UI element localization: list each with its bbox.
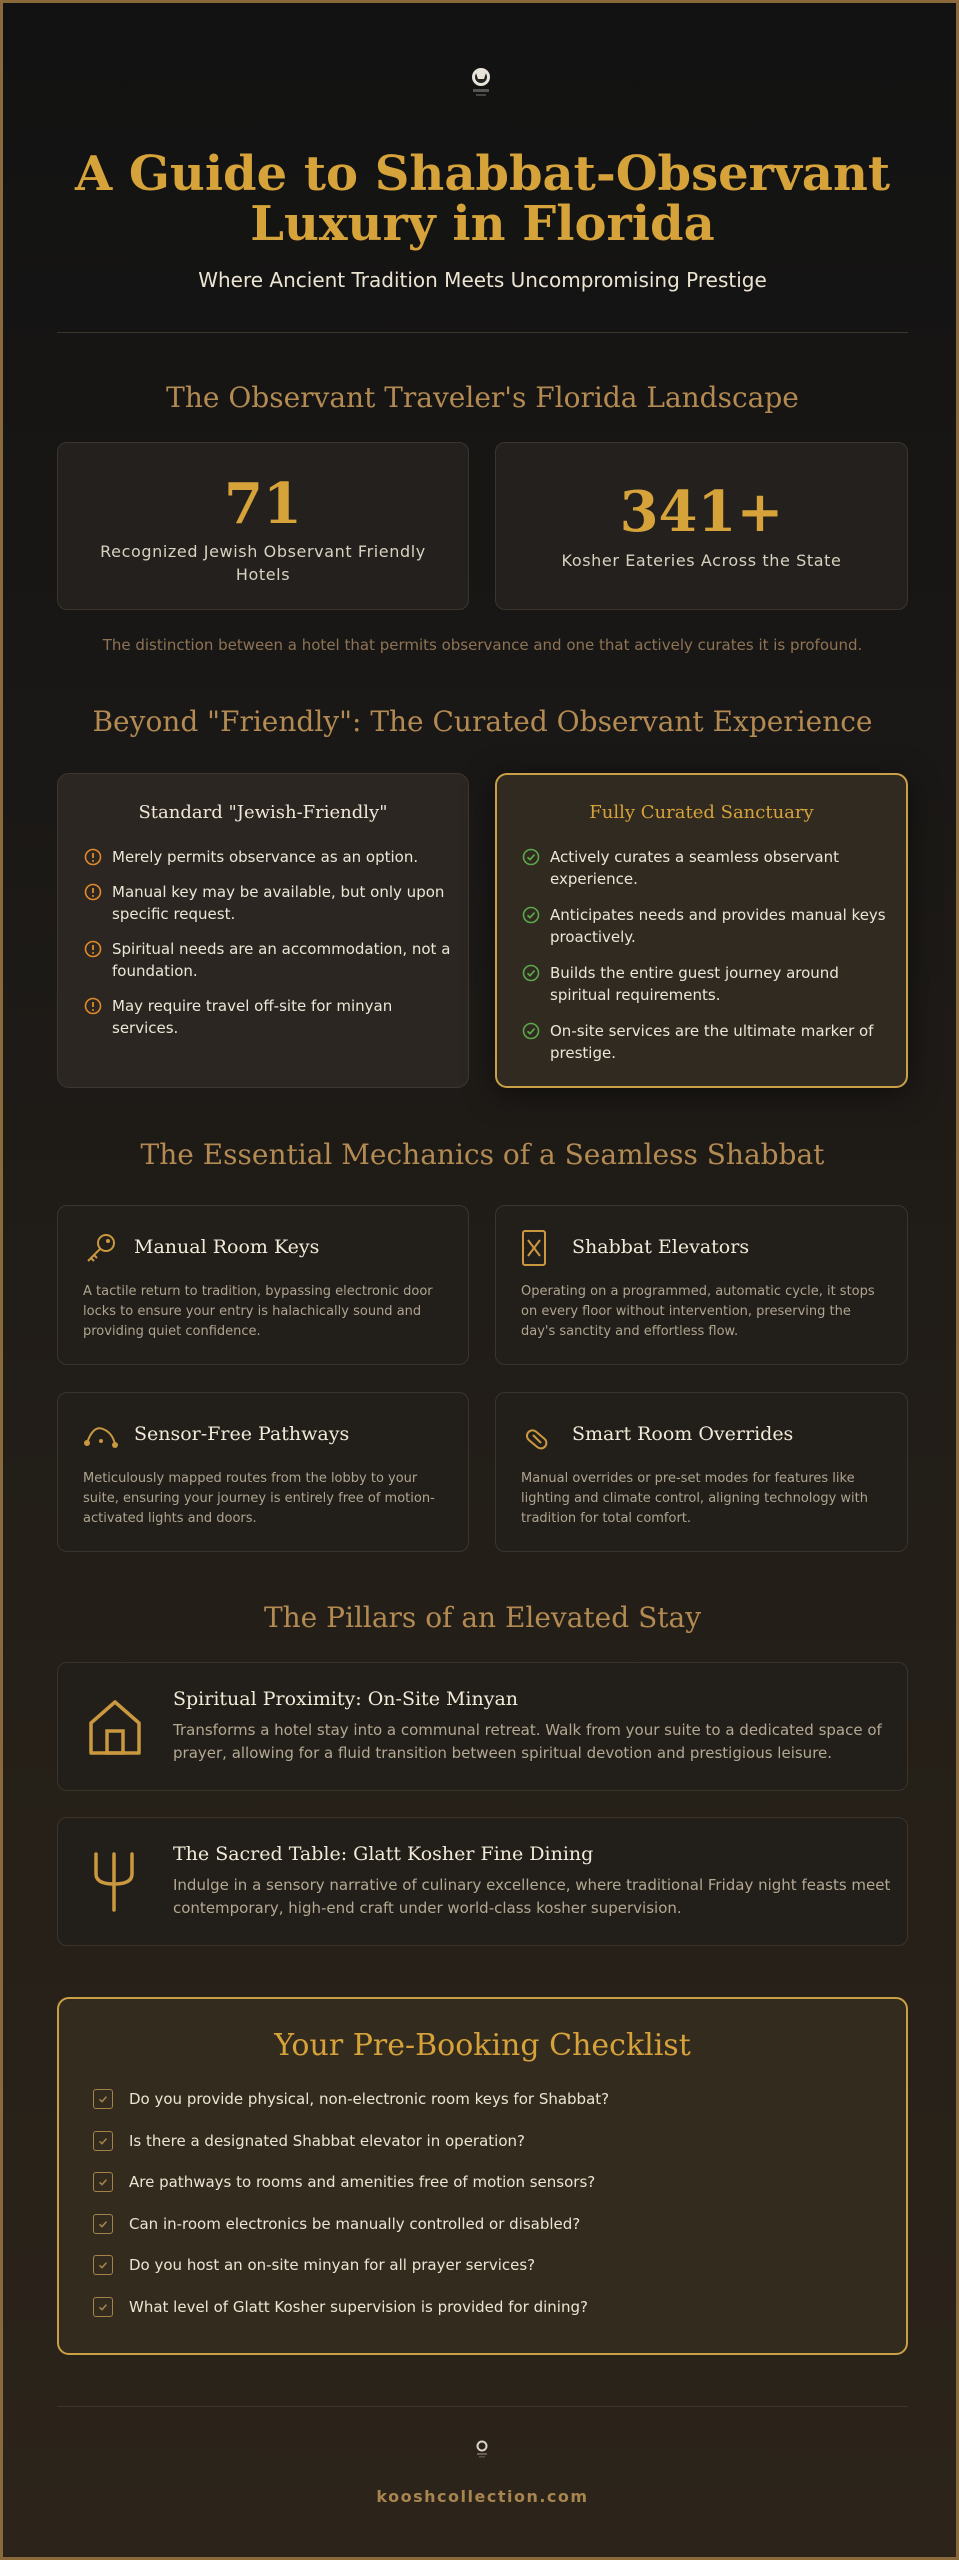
- list-item: Anticipates needs and provides manual keys proactively.: [522, 904, 892, 948]
- mechanic-title: Manual Room Keys: [134, 1236, 320, 1258]
- checklist-item[interactable]: Do you provide physical, non-electronic room keys for Shabbat?: [93, 2089, 873, 2109]
- stat-value: 71: [224, 471, 302, 537]
- fully-curated-card: [495, 773, 908, 1088]
- mechanic-desc: Operating on a programmed, automatic cycle, it stops on every floor without intervention, preserving the day's sanctity and effortless flow.: [521, 1284, 875, 1339]
- standard-card-title: Standard "Jewish-Friendly": [138, 802, 388, 823]
- pillar-title: The Sacred Table: Glatt Kosher Fine Dining: [173, 1843, 594, 1865]
- page-title: [63, 146, 902, 252]
- list-item: May require travel off-site for minyan services.: [84, 995, 454, 1039]
- list-item: Merely permits observance as an option.: [84, 846, 454, 868]
- standard-list: [84, 846, 454, 1039]
- list-item: Manual key may be available, but only upon specific request.: [84, 881, 454, 925]
- stat-label: Recognized Jewish Observant Friendly Hotels: [100, 542, 426, 584]
- checkbox-icon[interactable]: [93, 2214, 113, 2234]
- pre-booking-checklist: [57, 1997, 908, 2355]
- mechanic-card-shabbat-elevators: [495, 1205, 908, 1365]
- stat-card-eateries: [495, 442, 908, 610]
- key-icon: [83, 1231, 119, 1267]
- alert-circle-icon: [84, 940, 102, 958]
- mechanics-heading: The Essential Mechanics of a Seamless Shabbat: [140, 1138, 825, 1171]
- alert-circle-icon: [84, 848, 102, 866]
- mechanic-card-manual-keys: [57, 1205, 469, 1365]
- pillar-desc: Transforms a hotel stay into a communal retreat. Walk from your suite to a dedicated space of prayer, allowing for a fluid transition between spiritual devotion and prestigious leisure.: [173, 1721, 882, 1762]
- lion-crest-icon: [467, 65, 495, 99]
- checklist-list: [93, 2089, 873, 2317]
- landscape-heading: The Observant Traveler's Florida Landscape: [166, 381, 799, 414]
- pillar-on-site-minyan: [57, 1662, 908, 1791]
- stat-label: Kosher Eateries Across the State: [561, 551, 842, 570]
- header-divider: [57, 332, 908, 333]
- house-icon: [86, 1697, 144, 1757]
- checkbox-icon[interactable]: [93, 2255, 113, 2275]
- curated-card-title: Fully Curated Sanctuary: [589, 802, 814, 823]
- mechanic-title: Shabbat Elevators: [572, 1236, 750, 1258]
- checklist-item[interactable]: Are pathways to rooms and amenities free of motion sensors?: [93, 2172, 873, 2192]
- curated-list: [522, 846, 892, 1064]
- checklist-heading: Your Pre-Booking Checklist: [274, 2028, 691, 2063]
- title-line-2: Luxury in Florida: [250, 196, 715, 252]
- checklist-item[interactable]: What level of Glatt Kosher supervision is provided for dining?: [93, 2297, 873, 2317]
- mechanic-title: Smart Room Overrides: [572, 1423, 794, 1445]
- lion-crest-icon: [474, 2439, 490, 2459]
- checkbox-icon[interactable]: [93, 2297, 113, 2317]
- page-subtitle: Where Ancient Tradition Meets Uncompromising Prestige: [198, 268, 767, 292]
- mechanic-desc: Manual overrides or pre-set modes for features like lighting and climate control, aligning technology with tradition for total comfort.: [521, 1471, 869, 1526]
- list-item: Builds the entire guest journey around spiritual requirements.: [522, 962, 892, 1006]
- mechanic-card-sensor-free: [57, 1392, 469, 1552]
- checkbox-icon[interactable]: [93, 2089, 113, 2109]
- pillar-title: Spiritual Proximity: On-Site Minyan: [173, 1688, 519, 1710]
- list-item: On-site services are the ultimate marker of prestige.: [522, 1020, 892, 1064]
- mechanic-desc: Meticulously mapped routes from the lobby to your suite, ensuring your journey is entirely free of motion- activated lights and doors.: [83, 1471, 435, 1526]
- check-circle-icon: [522, 964, 540, 982]
- list-item: Spiritual needs are an accommodation, not a foundation.: [84, 938, 454, 982]
- pillars-heading: The Pillars of an Elevated Stay: [263, 1601, 702, 1634]
- stat-card-hotels: [57, 442, 469, 610]
- pathway-icon: [83, 1421, 119, 1451]
- stat-value: 341+: [619, 479, 784, 545]
- pillar-glatt-kosher: [57, 1817, 908, 1946]
- check-circle-icon: [522, 906, 540, 924]
- mechanic-desc: A tactile return to tradition, bypassing electronic door locks to ensure your entry is halachically sound and providing quiet confidence.: [83, 1284, 433, 1339]
- checklist-item[interactable]: Is there a designated Shabbat elevator in operation?: [93, 2131, 873, 2151]
- checkbox-icon[interactable]: [93, 2172, 113, 2192]
- mechanic-title: Sensor-Free Pathways: [134, 1423, 350, 1445]
- title-line-1: A Guide to Shabbat-Observant: [74, 146, 891, 202]
- checkbox-icon[interactable]: [93, 2131, 113, 2151]
- checklist-item[interactable]: Can in-room electronics be manually controlled or disabled?: [93, 2214, 873, 2234]
- checklist-item[interactable]: Do you host an on-site minyan for all prayer services?: [93, 2255, 873, 2275]
- check-circle-icon: [522, 848, 540, 866]
- check-circle-icon: [522, 1022, 540, 1040]
- standard-friendly-card: [57, 773, 469, 1088]
- elevator-icon: [521, 1229, 547, 1267]
- fork-icon: [88, 1850, 140, 1914]
- mechanic-card-smart-overrides: [495, 1392, 908, 1552]
- list-item: Actively curates a seamless observant experience.: [522, 846, 892, 890]
- footer-site-link[interactable]: kooshcollection.com: [376, 2487, 589, 2506]
- override-icon: [523, 1425, 551, 1453]
- alert-circle-icon: [84, 997, 102, 1015]
- alert-circle-icon: [84, 883, 102, 901]
- comparison-heading: Beyond "Friendly": The Curated Observant Experience: [92, 705, 873, 738]
- footer-divider: [57, 2406, 908, 2407]
- landscape-quote: The distinction between a hotel that permits observance and one that actively curates it is profound.: [102, 636, 863, 654]
- pillar-desc: Indulge in a sensory narrative of culinary excellence, where traditional Friday night feasts meet contemporary, high-end craft under world-class kosher supervision.: [173, 1876, 891, 1917]
